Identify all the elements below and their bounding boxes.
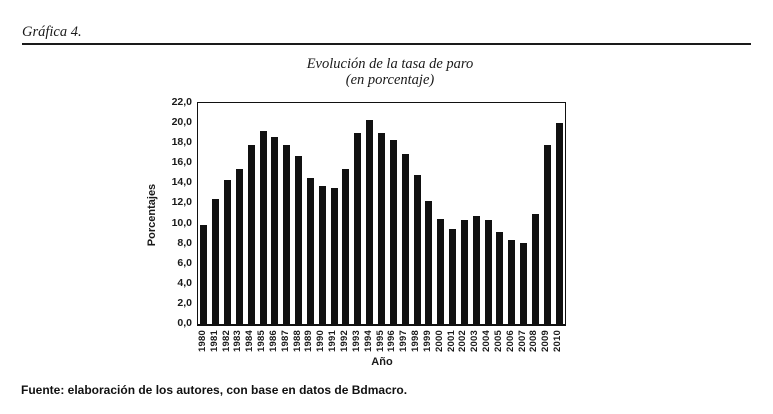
bar-1982 — [224, 180, 231, 324]
bar-1995 — [378, 133, 385, 324]
x-tick-2001: 2001 — [445, 330, 457, 352]
bar-1999 — [425, 201, 432, 324]
source-note: Fuente: elaboración de los autores, con base en datos de Bdmacro. — [21, 383, 408, 397]
x-tick-1982: 1982 — [220, 330, 232, 352]
x-tick-1995: 1995 — [374, 330, 386, 352]
x-tick-1994: 1994 — [362, 330, 374, 352]
x-tick-1988: 1988 — [291, 330, 303, 352]
x-tick-1984: 1984 — [244, 330, 256, 352]
y-tick-10: 10,0 — [171, 216, 192, 229]
x-tick-1986: 1986 — [267, 330, 279, 352]
bar-1981 — [212, 199, 219, 324]
bar-1988 — [295, 156, 302, 324]
bar-1984 — [248, 145, 255, 324]
y-tick-22: 22,0 — [171, 96, 192, 108]
x-tick-2010: 2010 — [552, 330, 564, 352]
y-tick-4: 4,0 — [177, 276, 192, 289]
y-tick-16: 16,0 — [171, 156, 192, 169]
figure-label: Gráfica 4. — [22, 24, 82, 40]
x-tick-1981: 1981 — [208, 330, 220, 352]
x-tick-1990: 1990 — [315, 330, 327, 352]
x-tick-1997: 1997 — [398, 330, 410, 352]
y-tick-6: 6,0 — [177, 256, 192, 269]
bar-1986 — [271, 137, 278, 324]
y-tick-12: 12,0 — [171, 196, 192, 209]
bar-1993 — [354, 133, 361, 324]
bar-2002 — [461, 220, 468, 324]
x-tick-2009: 2009 — [540, 330, 552, 352]
y-tick-0: 0,0 — [177, 317, 192, 329]
bar-1998 — [414, 175, 421, 324]
bar-1997 — [402, 154, 409, 324]
x-tick-1993: 1993 — [350, 330, 362, 352]
x-tick-1989: 1989 — [303, 330, 315, 352]
x-tick-2004: 2004 — [481, 330, 493, 352]
bar-1989 — [307, 178, 314, 324]
x-tick-1996: 1996 — [386, 330, 398, 352]
x-tick-1998: 1998 — [410, 330, 422, 352]
x-tick-2005: 2005 — [492, 330, 504, 352]
bar-2005 — [496, 232, 503, 324]
bar-1990 — [319, 186, 326, 324]
x-tick-2006: 2006 — [504, 330, 516, 352]
bar-2007 — [520, 243, 527, 324]
bar-2000 — [437, 219, 444, 324]
chart-title-block — [200, 56, 580, 88]
bar-2010 — [556, 123, 563, 324]
x-axis-title: Año — [371, 356, 393, 368]
x-tick-1991: 1991 — [327, 330, 339, 352]
bar-1983 — [236, 169, 243, 324]
chart-title: Evolución de la tasa de paro — [306, 56, 474, 72]
x-tick-2000: 2000 — [433, 330, 445, 352]
x-tick-2007: 2007 — [516, 330, 528, 352]
plot-area — [197, 102, 566, 326]
bar-1992 — [342, 169, 349, 324]
y-tick-18: 18,0 — [171, 136, 192, 149]
bar-1987 — [283, 145, 290, 324]
x-tick-1999: 1999 — [421, 330, 433, 352]
y-tick-14: 14,0 — [171, 176, 192, 189]
bar-2003 — [473, 216, 480, 324]
x-tick-1980: 1980 — [196, 330, 208, 352]
y-tick-2: 2,0 — [177, 296, 192, 309]
bar-1991 — [331, 188, 338, 324]
bar-2006 — [508, 240, 515, 324]
bar-2008 — [532, 214, 539, 325]
x-tick-2003: 2003 — [469, 330, 481, 352]
bar-2004 — [485, 220, 492, 324]
bar-1985 — [260, 131, 267, 324]
chart-subtitle: (en porcentaje) — [345, 72, 435, 88]
x-tick-2008: 2008 — [528, 330, 540, 352]
x-tick-1992: 1992 — [338, 330, 350, 352]
bar-1994 — [366, 120, 373, 324]
bar-2001 — [449, 229, 456, 324]
x-tick-1983: 1983 — [232, 330, 244, 352]
y-axis-title: Porcentajes — [146, 183, 158, 247]
bar-1996 — [390, 140, 397, 324]
bar-1980 — [200, 225, 207, 324]
bar-2009 — [544, 145, 551, 324]
y-tick-8: 8,0 — [177, 236, 192, 249]
y-tick-20: 20,0 — [171, 116, 192, 129]
header-rule — [22, 43, 751, 45]
x-tick-1985: 1985 — [256, 330, 268, 352]
x-tick-1987: 1987 — [279, 330, 291, 352]
x-tick-2002: 2002 — [457, 330, 469, 352]
